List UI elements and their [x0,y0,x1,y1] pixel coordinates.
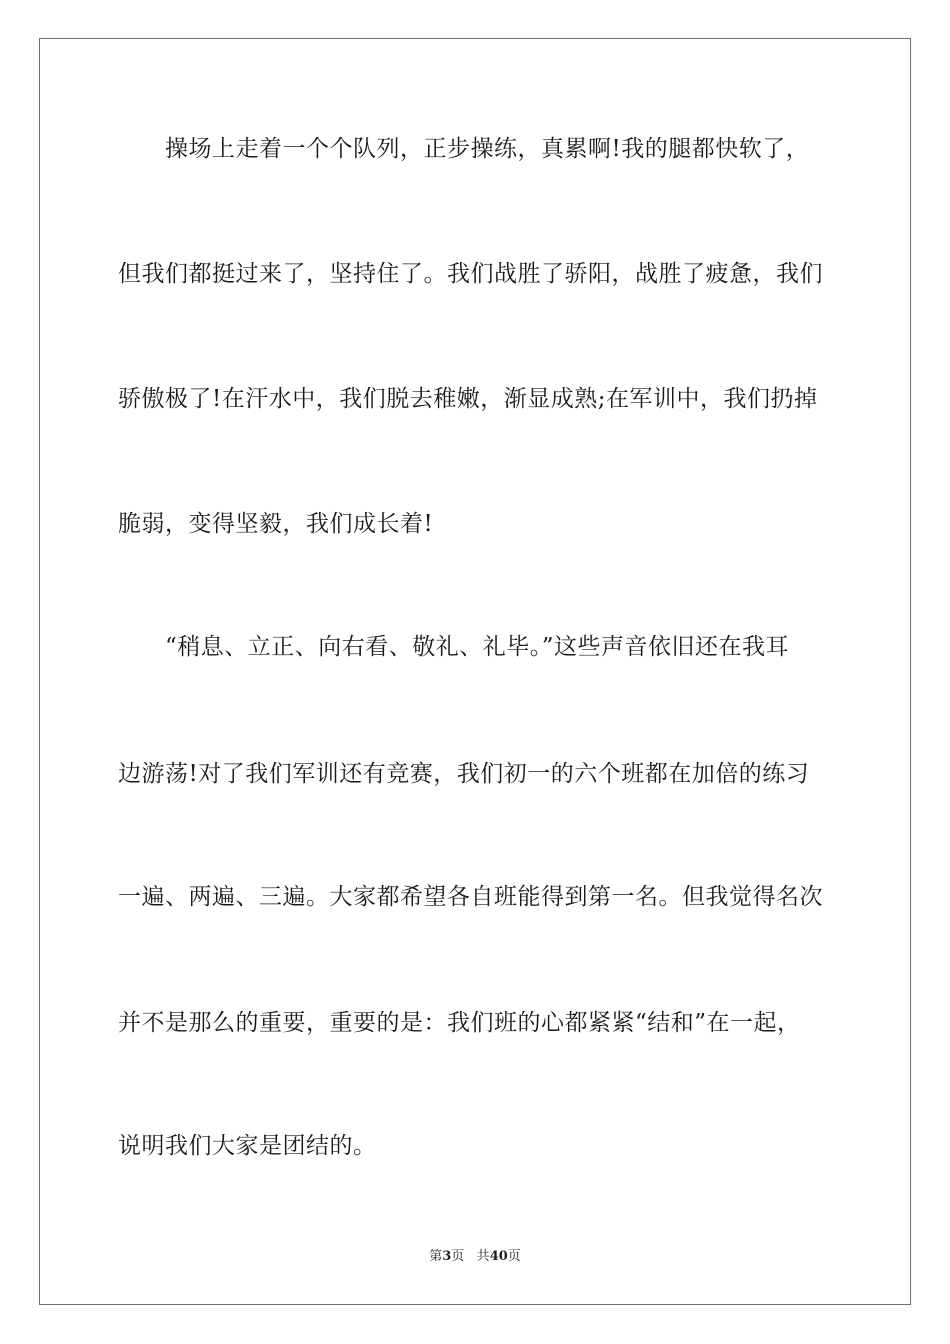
paragraph-2-line-1: “稍息、立正、向右看、敬礼、礼毕。”这些声音依旧还在我耳 [165,634,790,660]
paragraph-2-line-5: 说明我们大家是团结的。 [118,1133,377,1159]
paragraph-1-line-1: 操场上走着一个个队列，正步操练，真累啊!我的腿都快软了， [165,136,810,162]
paragraph-2-line-3: 一遍、两遍、三遍。大家都希望各自班能得到第一名。但我觉得名次 [118,884,823,910]
paragraph-1-line-2: 但我们都挺过来了，坚持住了。我们战胜了骄阳，战胜了疲惫，我们 [118,261,823,287]
total-prefix: 共 [476,1249,490,1264]
paragraph-1-line-3: 骄傲极了!在汗水中，我们脱去稚嫩，渐显成熟;在军训中，我们扔掉 [118,386,818,412]
total-suffix: 页 [507,1249,521,1264]
paragraph-1-line-4: 脆弱，变得坚毅，我们成长着! [118,511,434,537]
page-prefix: 第 [429,1249,443,1264]
page-suffix: 页 [451,1249,465,1264]
paragraph-2-line-4: 并不是那么的重要，重要的是：我们班的心都紧紧“结和”在一起， [118,1010,801,1036]
total-pages: 40 [489,1249,508,1264]
paragraph-2-line-2: 边游荡!对了我们军训还有竞赛，我们初一的六个班都在加倍的练习 [118,761,810,787]
page-number: 3 [442,1249,452,1264]
page-border [39,38,911,1305]
page-footer [0,1248,950,1266]
